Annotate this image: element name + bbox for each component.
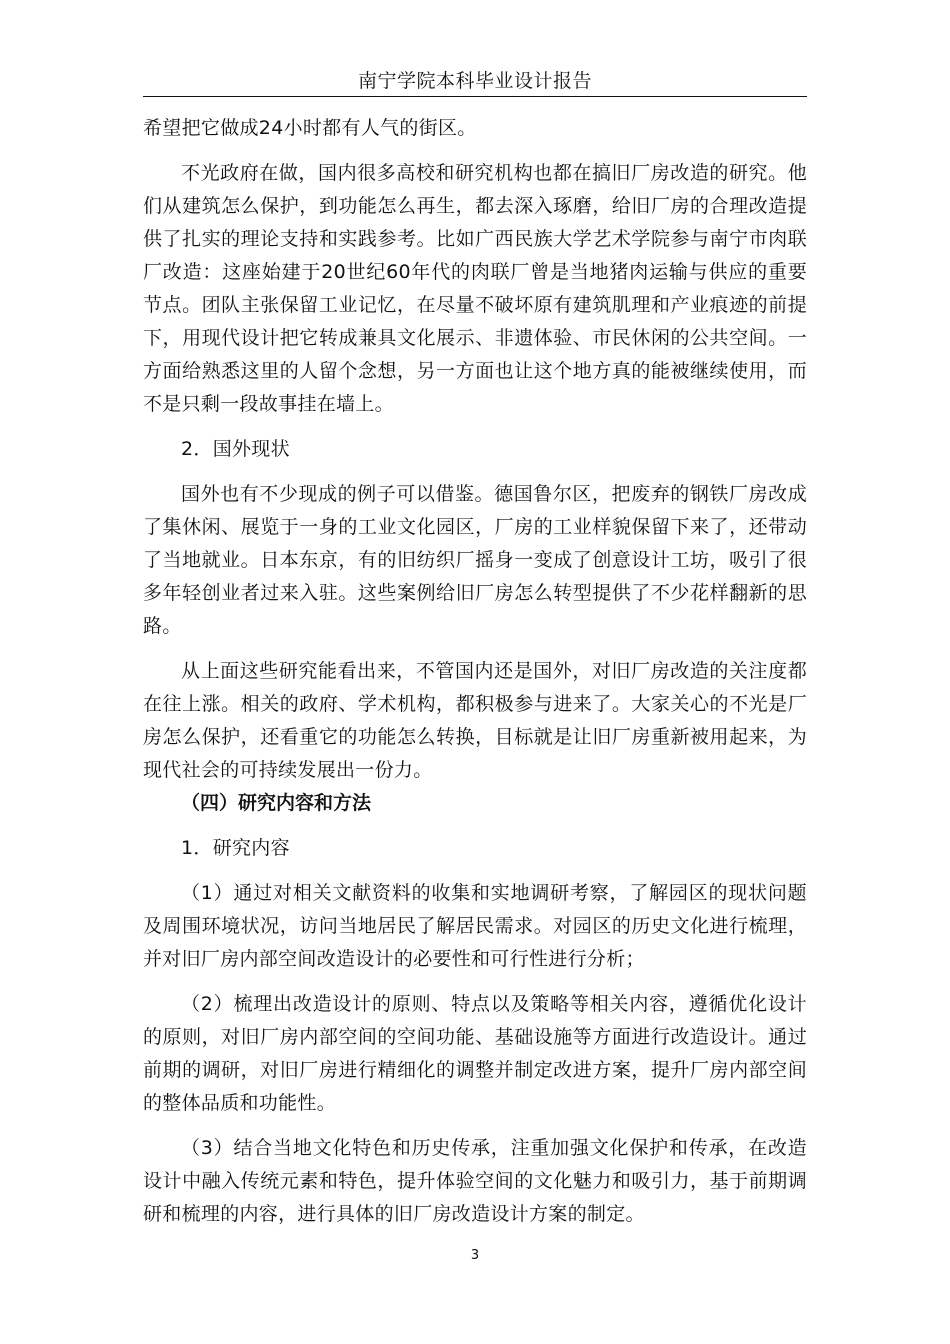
subheading-abroad-status: 2．国外现状: [181, 438, 290, 460]
document-body: [143, 112, 807, 1231]
page-number: 3: [470, 1248, 480, 1263]
paragraph-domestic-research: 不光政府在做，国内很多高校和研究机构也都在搞旧厂房改造的研究。他们从建筑怎么保护，到功能怎么再生，都去深入琢磨，给旧厂房的合理改造提供了扎实的理论支持和实践参考。比如广西民族大学艺术学院参与南宁市肉联厂改造：这座始建于20世纪60年代的肉联厂曾是当地猪肉运输与供应的重要节点。团队主张保留工业记忆，在尽量不破坏原有建筑肌理和产业痕迹的前提下，用现代设计把它转成兼具文化展示、非遗体验、市民休闲的公共空间。一方面给熟悉这里的人留个念想，另一方面也让这个地方真的能被继续使用，而不是只剩一段故事挂在墙上。: [143, 162, 807, 415]
page-header-title: 南宁学院本科毕业设计报告: [357, 70, 592, 92]
paragraph-item-2: （2）梳理出改造设计的原则、特点以及策略等相关内容，遵循优化设计的原则，对旧厂房内部空间的空间功能、基础设施等方面进行改造设计。通过前期的调研，对旧厂房进行精细化的调整并制定改进方案，提升厂房内部空间的整体品质和功能性。: [143, 993, 807, 1114]
section-heading-research: （四）研究内容和方法: [181, 792, 372, 814]
paragraph-item-1: （1）通过对相关文献资料的收集和实地调研考察，了解园区的现状问题及周围环境状况，访问当地居民了解居民需求。对园区的历史文化进行梳理，并对旧厂房内部空间改造设计的必要性和可行性进行分析；: [143, 882, 807, 970]
subheading-research-content: 1．研究内容: [181, 837, 290, 859]
paragraph-summary: 从上面这些研究能看出来，不管国内还是国外，对旧厂房改造的关注度都在往上涨。相关的政府、学术机构，都积极参与进来了。大家关心的不光是厂房怎么保护，还看重它的功能怎么转换，目标就是让旧厂房重新被用起来，为现代社会的可持续发展出一份力。: [143, 660, 807, 781]
header-divider: [143, 96, 807, 97]
paragraph-abroad-examples: 国外也有不少现成的例子可以借鉴。德国鲁尔区，把废弃的钢铁厂房改成了集休闲、展览于一身的工业文化园区，厂房的工业样貌保留下来了，还带动了当地就业。日本东京，有的旧纺织厂摇身一变成了创意设计工坊，吸引了很多年轻创业者过来入驻。这些案例给旧厂房怎么转型提供了不少花样翻新的思路。: [143, 483, 807, 637]
paragraph-item-3: （3）结合当地文化特色和历史传承，注重加强文化保护和传承，在改造设计中融入传统元素和特色，提升体验空间的文化魅力和吸引力，基于前期调研和梳理的内容，进行具体的旧厂房改造设计方案的制定。: [143, 1137, 807, 1225]
paragraph-continuation: 希望把它做成24小时都有人气的街区。: [143, 117, 477, 139]
